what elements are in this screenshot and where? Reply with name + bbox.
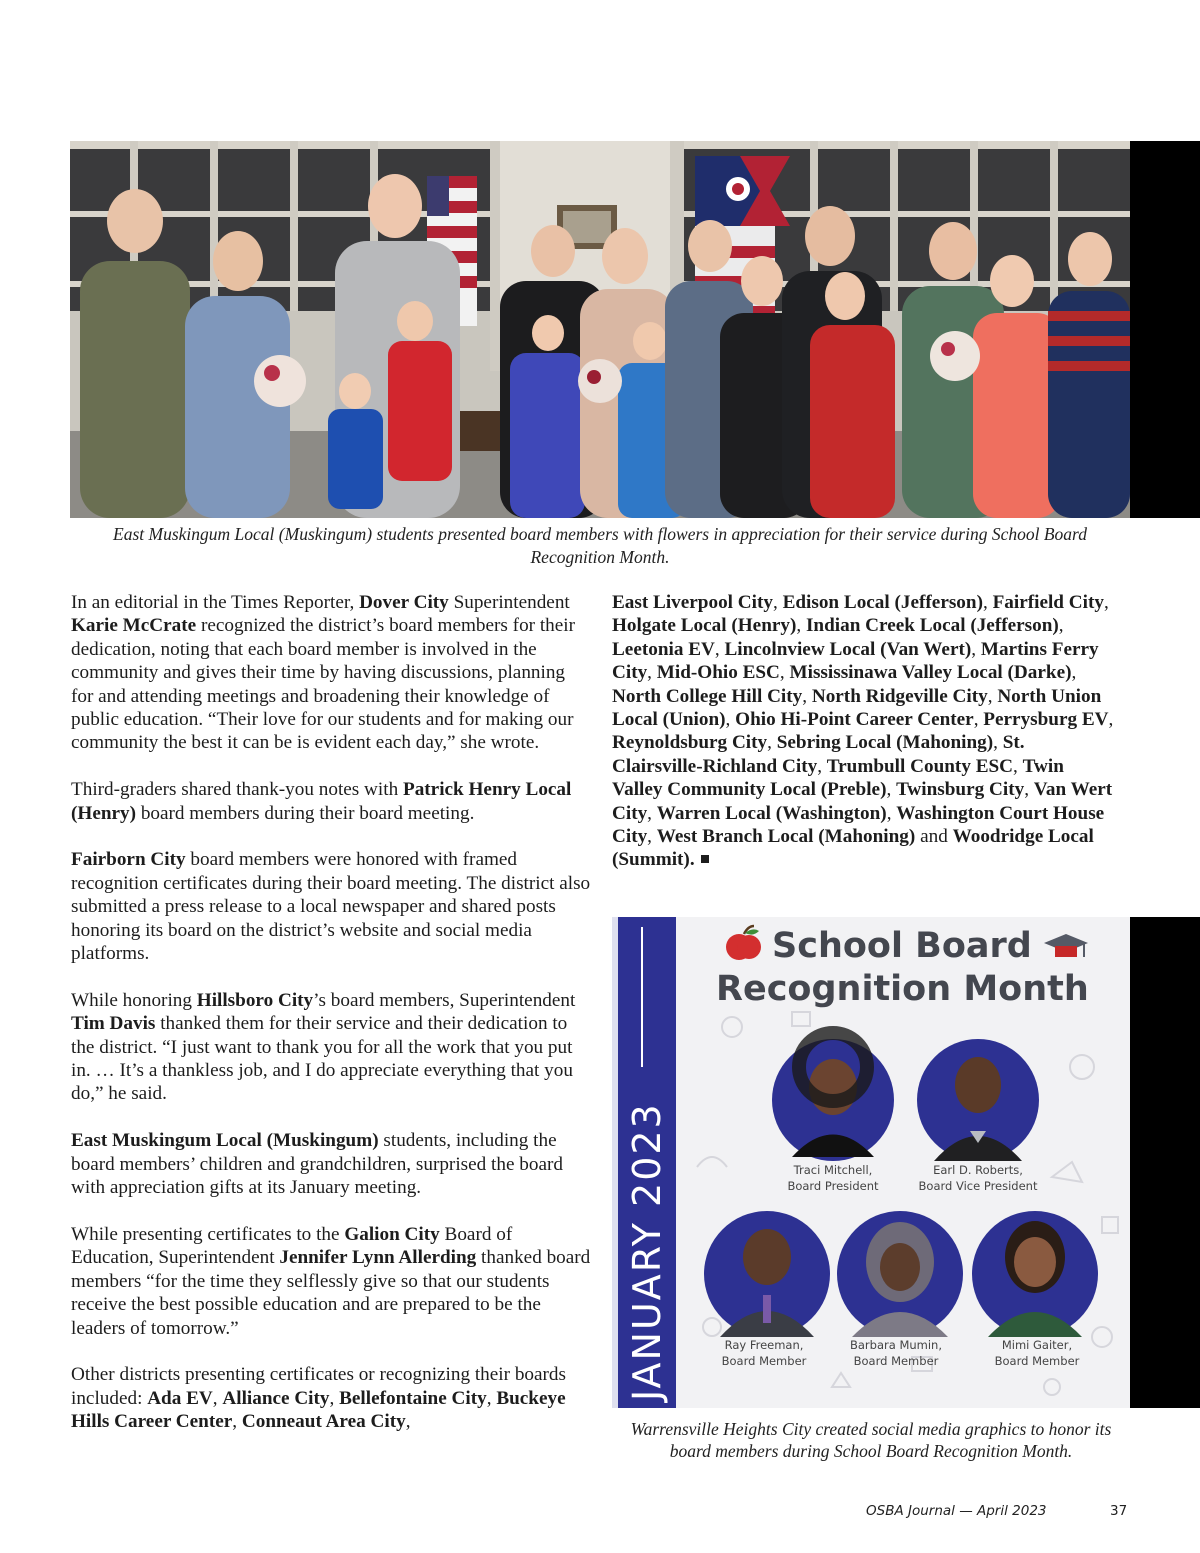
text-run: and xyxy=(915,826,953,848)
person-name: Tim Davis xyxy=(71,1013,156,1035)
paragraph-dover-city xyxy=(71,591,591,755)
district-name: Mississinawa Valley Local (Darke) xyxy=(789,662,1072,684)
district-name: Mid-Ohio ESC xyxy=(656,662,780,684)
member-name: Earl D. Roberts, xyxy=(933,1163,1023,1177)
district-name: North Ridgeville City xyxy=(811,685,988,707)
text-run: Third-graders shared thank-you notes with xyxy=(71,779,403,801)
district-name: Holgate Local (Henry) xyxy=(612,615,797,637)
photo-caption: East Muskingum Local (Muskingum) students presented board members with flowers in appreciation for their service during School Board Recognition Month. xyxy=(113,524,1087,567)
district-name: Lincolnview Local (Van Wert) xyxy=(724,638,972,660)
member-name: Barbara Mumin, xyxy=(850,1338,942,1352)
edge-bleed-bottom xyxy=(1130,917,1200,1408)
district-name: Hillsboro City xyxy=(196,989,314,1011)
district-name: East Liverpool City xyxy=(612,592,773,613)
footer-journal: OSBA Journal — April 2023 xyxy=(866,1503,1047,1519)
member-photo-earl-roberts xyxy=(917,1039,1039,1161)
member-photo-mimi-gaiter xyxy=(972,1211,1098,1337)
text-run: thanked board members “for the time they selflessly give so that our students receive the best possible education and are prepared to be the leaders of tomorrow.” xyxy=(71,1247,591,1339)
district-name: Reynoldsburg City xyxy=(612,732,768,754)
member-photo-barbara-mumin xyxy=(837,1211,963,1337)
district-name: Galion City xyxy=(344,1223,440,1245)
article-left-column xyxy=(71,591,591,1457)
member-role: Board Member xyxy=(994,1354,1080,1368)
paragraph-galion-city xyxy=(71,1223,591,1340)
district-name: North Union Local (Union) xyxy=(612,685,1102,731)
district-name: Sebring Local (Mahoning) xyxy=(776,732,994,754)
month-label: JANUARY 2023 xyxy=(625,1102,669,1401)
graphic-caption: Warrensville Heights City created social media graphics to honor its board members during School Board Recognition Month. xyxy=(630,1419,1112,1461)
district-name: Ohio Hi-Point Career Center xyxy=(735,709,974,731)
edge-bleed-top xyxy=(1130,141,1200,518)
text-run: recognized the district’s board members for their dedication, noting that each board member is involved in the community and gives their time by having discussions, planning for and attending meetings and broadening their knowledge of public education. “Their love for our students and for making our community the best it can be is evident each day,” she wrote. xyxy=(71,615,576,754)
text-run: . xyxy=(689,849,695,871)
paragraph-patrick-henry xyxy=(71,778,591,825)
district-name: Conneaut Area City xyxy=(241,1411,406,1433)
district-name: Twin Valley Community Local (Preble) xyxy=(612,755,1064,801)
text-run: Board of Education, Superintendent xyxy=(71,1223,513,1269)
district-name: Washington Court House City xyxy=(612,802,1105,848)
group-photo xyxy=(70,141,1130,518)
district-name: North College Hill City xyxy=(612,685,803,707)
district-name: Martins Ferry City xyxy=(612,638,1099,684)
text-run: board members during their board meeting. xyxy=(136,802,475,824)
text-run: board members were honored with framed recognition certificates during their board meeting. The district also submitted a press release to a local newspaper and shared posts honoring its board on the district’s website and social media platforms. xyxy=(71,849,591,965)
district-name: Van Wert City xyxy=(612,779,1113,824)
district-name: Fairfield City xyxy=(992,592,1104,613)
district-name: Indian Creek Local (Jefferson) xyxy=(805,615,1059,637)
district-name: Ada EV xyxy=(147,1387,213,1409)
district-name: Alliance City xyxy=(222,1387,330,1409)
district-name: Patrick Henry Local (Henry) xyxy=(71,779,572,824)
district-name: Twinsburg City xyxy=(896,779,1025,801)
member-role: Board Member xyxy=(721,1354,807,1368)
recognition-graphic xyxy=(612,917,1130,1408)
page-number: 37 xyxy=(1110,1503,1128,1519)
text-run: While honoring xyxy=(71,989,197,1011)
text-run: In an editorial in the Times Reporter, xyxy=(71,592,360,613)
district-name: St. Clairsville-Richland City xyxy=(612,732,1025,777)
district-name: Leetonia EV xyxy=(612,638,715,660)
member-name: Traci Mitchell, xyxy=(793,1163,873,1177)
district-name: Bellefontaine City xyxy=(339,1387,487,1409)
graphic-title-line1: School Board xyxy=(772,926,1032,966)
paragraph-fairborn-city xyxy=(71,848,591,965)
graphic-title-line2: Recognition Month xyxy=(716,969,1089,1009)
member-name: Mimi Gaiter, xyxy=(1001,1338,1073,1352)
person-name: Karie McCrate xyxy=(71,615,197,637)
text-run: students, including the board members’ children and grandchildren, surprised the board with appreciation gifts at its January meeting. xyxy=(71,1130,563,1199)
person-name: Jennifer Lynn Allerding xyxy=(279,1247,477,1269)
end-mark-icon xyxy=(701,855,709,863)
district-name: Buckeye Hills Career Center xyxy=(71,1387,566,1433)
paragraph-other-districts-continued: East Liverpool City, Edison Local (Jefferson), Fairfield City, Holgate Local (Henry), Indian Creek Local (Jefferson), Leetonia EV, Lincolnview Local (Van Wert), Martins Ferry City, Mid-Ohio ESC, Mississinawa Valley Local (Darke), North College Hill City, North Ridgeville City, North Union Local (Union), Ohio Hi-Point Career Center, Perrysburg EV, Reynoldsburg City, Sebring Local (Mahoning), St. Clairsville-Richland City, Trumbull County ESC, Twin Valley Community Local (Preble), Twinsburg City, Van Wert City, Warren Local (Washington), Washington Court House City, West Branch Local (Mahoning) and Woodridge Local (Summit). xyxy=(612,592,1114,871)
member-role: Board Member xyxy=(853,1354,939,1368)
paragraph-east-muskingum xyxy=(71,1129,591,1199)
member-role: Board Vice President xyxy=(918,1179,1038,1193)
member-photo-ray-freeman xyxy=(704,1211,830,1337)
paragraph-hillsboro-city xyxy=(71,989,591,1106)
district-name: Trumbull County ESC xyxy=(826,755,1014,777)
text-run: ’s board members, Superintendent xyxy=(313,989,576,1011)
district-name: Fairborn City xyxy=(71,849,186,871)
paragraph-other-districts: Other districts presenting certificates or recognizing their boards included: Ada EV, Alliance City, Bellefontaine City, Buckeye Hills Career Center, Conneaut Area City, xyxy=(71,1364,566,1433)
text-run: While presenting certificates to the xyxy=(71,1223,345,1245)
text-run: Superintendent xyxy=(448,592,570,613)
district-name: Dover City xyxy=(359,592,449,613)
district-name: Woodridge Local (Summit) xyxy=(612,826,1094,871)
district-name: East Muskingum Local (Muskingum) xyxy=(71,1130,379,1152)
district-name: Edison Local (Jefferson) xyxy=(782,592,983,613)
district-name: Warren Local (Washington) xyxy=(656,802,887,824)
text-run: Other districts presenting certificates or recognizing their boards included: xyxy=(71,1364,566,1409)
article-right-column xyxy=(612,591,1117,872)
member-role: Board President xyxy=(787,1179,879,1193)
text-run: thanked them for their service and their dedication to the district. “I just want to thank you for all the work that you put in. … It’s a thankless job, and I do appreciate everything that you do,” he said. xyxy=(71,1013,573,1105)
member-name: Ray Freeman, xyxy=(724,1338,804,1352)
district-name: West Branch Local (Mahoning) xyxy=(656,826,916,848)
district-name: Perrysburg EV xyxy=(983,709,1109,731)
